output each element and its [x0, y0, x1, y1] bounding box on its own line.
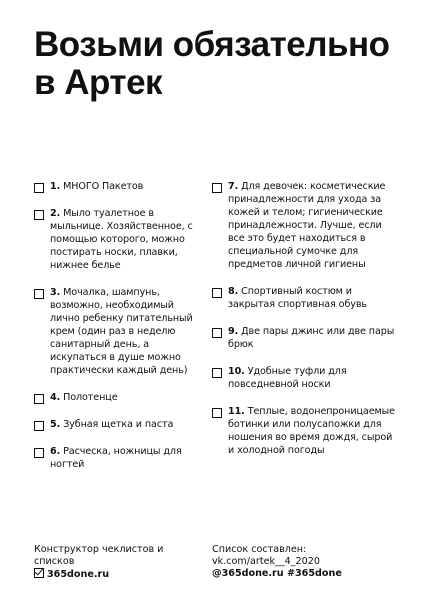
item-number: 4. [50, 392, 61, 403]
checklist-item[interactable] [34, 207, 206, 272]
checkbox[interactable] [34, 448, 44, 458]
footer-tags[interactable]: @365done.ru #365done [212, 568, 342, 579]
checkbox[interactable] [34, 183, 44, 193]
checkbox[interactable] [34, 289, 44, 299]
item-number: 1. [50, 181, 61, 192]
checklist-item[interactable] [34, 418, 206, 431]
item-text: Для девочек: косметические принадлежности для ухода за кожей и телом; гигиенические принадлежности. Лучше, если все это будет находиться в специальной сумочке для предметов личной гигиены [228, 181, 386, 270]
item-text: МНОГО Пакетов [63, 181, 144, 192]
footer-site-link[interactable]: 365done.ru [47, 569, 110, 580]
item-number: 6. [50, 446, 61, 457]
checkbox[interactable] [212, 328, 222, 338]
checkbox[interactable] [34, 394, 44, 404]
item-text: Мыло туалетное в мыльнице. Хозяйственное, с помощью которого, можно постирать носки, плавки, нижнее белье [50, 208, 193, 271]
checklist-item[interactable] [212, 365, 398, 391]
item-text: Зубная щетка и паста [63, 419, 174, 430]
checkbox[interactable] [212, 408, 222, 418]
item-text: Мочалка, шампунь, возможно, необходимый лично ребенку питательный крем (один раз в неделю санитарный день, а искупаться в душе можно практически каждый день) [50, 287, 193, 376]
page-title: Возьми обязательно в Артек [34, 25, 390, 102]
checkbox[interactable] [212, 183, 222, 193]
checklist-item[interactable] [34, 391, 206, 404]
checkbox[interactable] [212, 288, 222, 298]
checklist-item[interactable] [34, 286, 206, 377]
item-number: 5. [50, 419, 61, 430]
checklist-item[interactable] [34, 445, 206, 471]
checklist-item[interactable] [212, 285, 398, 311]
checkbox[interactable] [212, 368, 222, 378]
item-number: 8. [228, 286, 239, 297]
item-text: Полотенце [63, 392, 118, 403]
item-number: 3. [50, 287, 61, 298]
checklist-left-column [34, 180, 206, 485]
footer-vk-link[interactable]: vk.com/artek__4_2020 [212, 556, 320, 567]
footer-right [212, 544, 402, 580]
checklist-item[interactable] [212, 325, 398, 351]
item-number: 7. [228, 181, 239, 192]
item-text: Спортивный костюм и закрытая спортивная обувь [228, 286, 367, 310]
item-text: Удобные туфли для повседневной носки [228, 366, 347, 390]
footer-left [34, 544, 204, 581]
item-number: 9. [228, 326, 239, 337]
checklist-item[interactable] [212, 405, 398, 457]
checkbox[interactable] [34, 421, 44, 431]
item-number: 2. [50, 208, 61, 219]
item-text: Две пары джинс или две пары брюк [228, 326, 395, 350]
item-number: 11. [228, 406, 245, 417]
item-number: 10. [228, 366, 245, 377]
checkbox-checked-icon [34, 568, 44, 578]
item-text: Теплые, водонепроницаемые ботинки или полусапожки для ношения во время дождя, сырой и холодной погоды [228, 406, 395, 456]
item-text: Расческа, ножницы для ногтей [50, 446, 182, 470]
checklist-right-column [212, 180, 398, 471]
footer-compiled-label: Список составлен: [212, 544, 307, 555]
footer-constructor-text: Конструктор чеклистов и списков [34, 544, 164, 567]
checklist-item[interactable] [212, 180, 398, 271]
checklist-item[interactable] [34, 180, 206, 193]
checkbox[interactable] [34, 210, 44, 220]
